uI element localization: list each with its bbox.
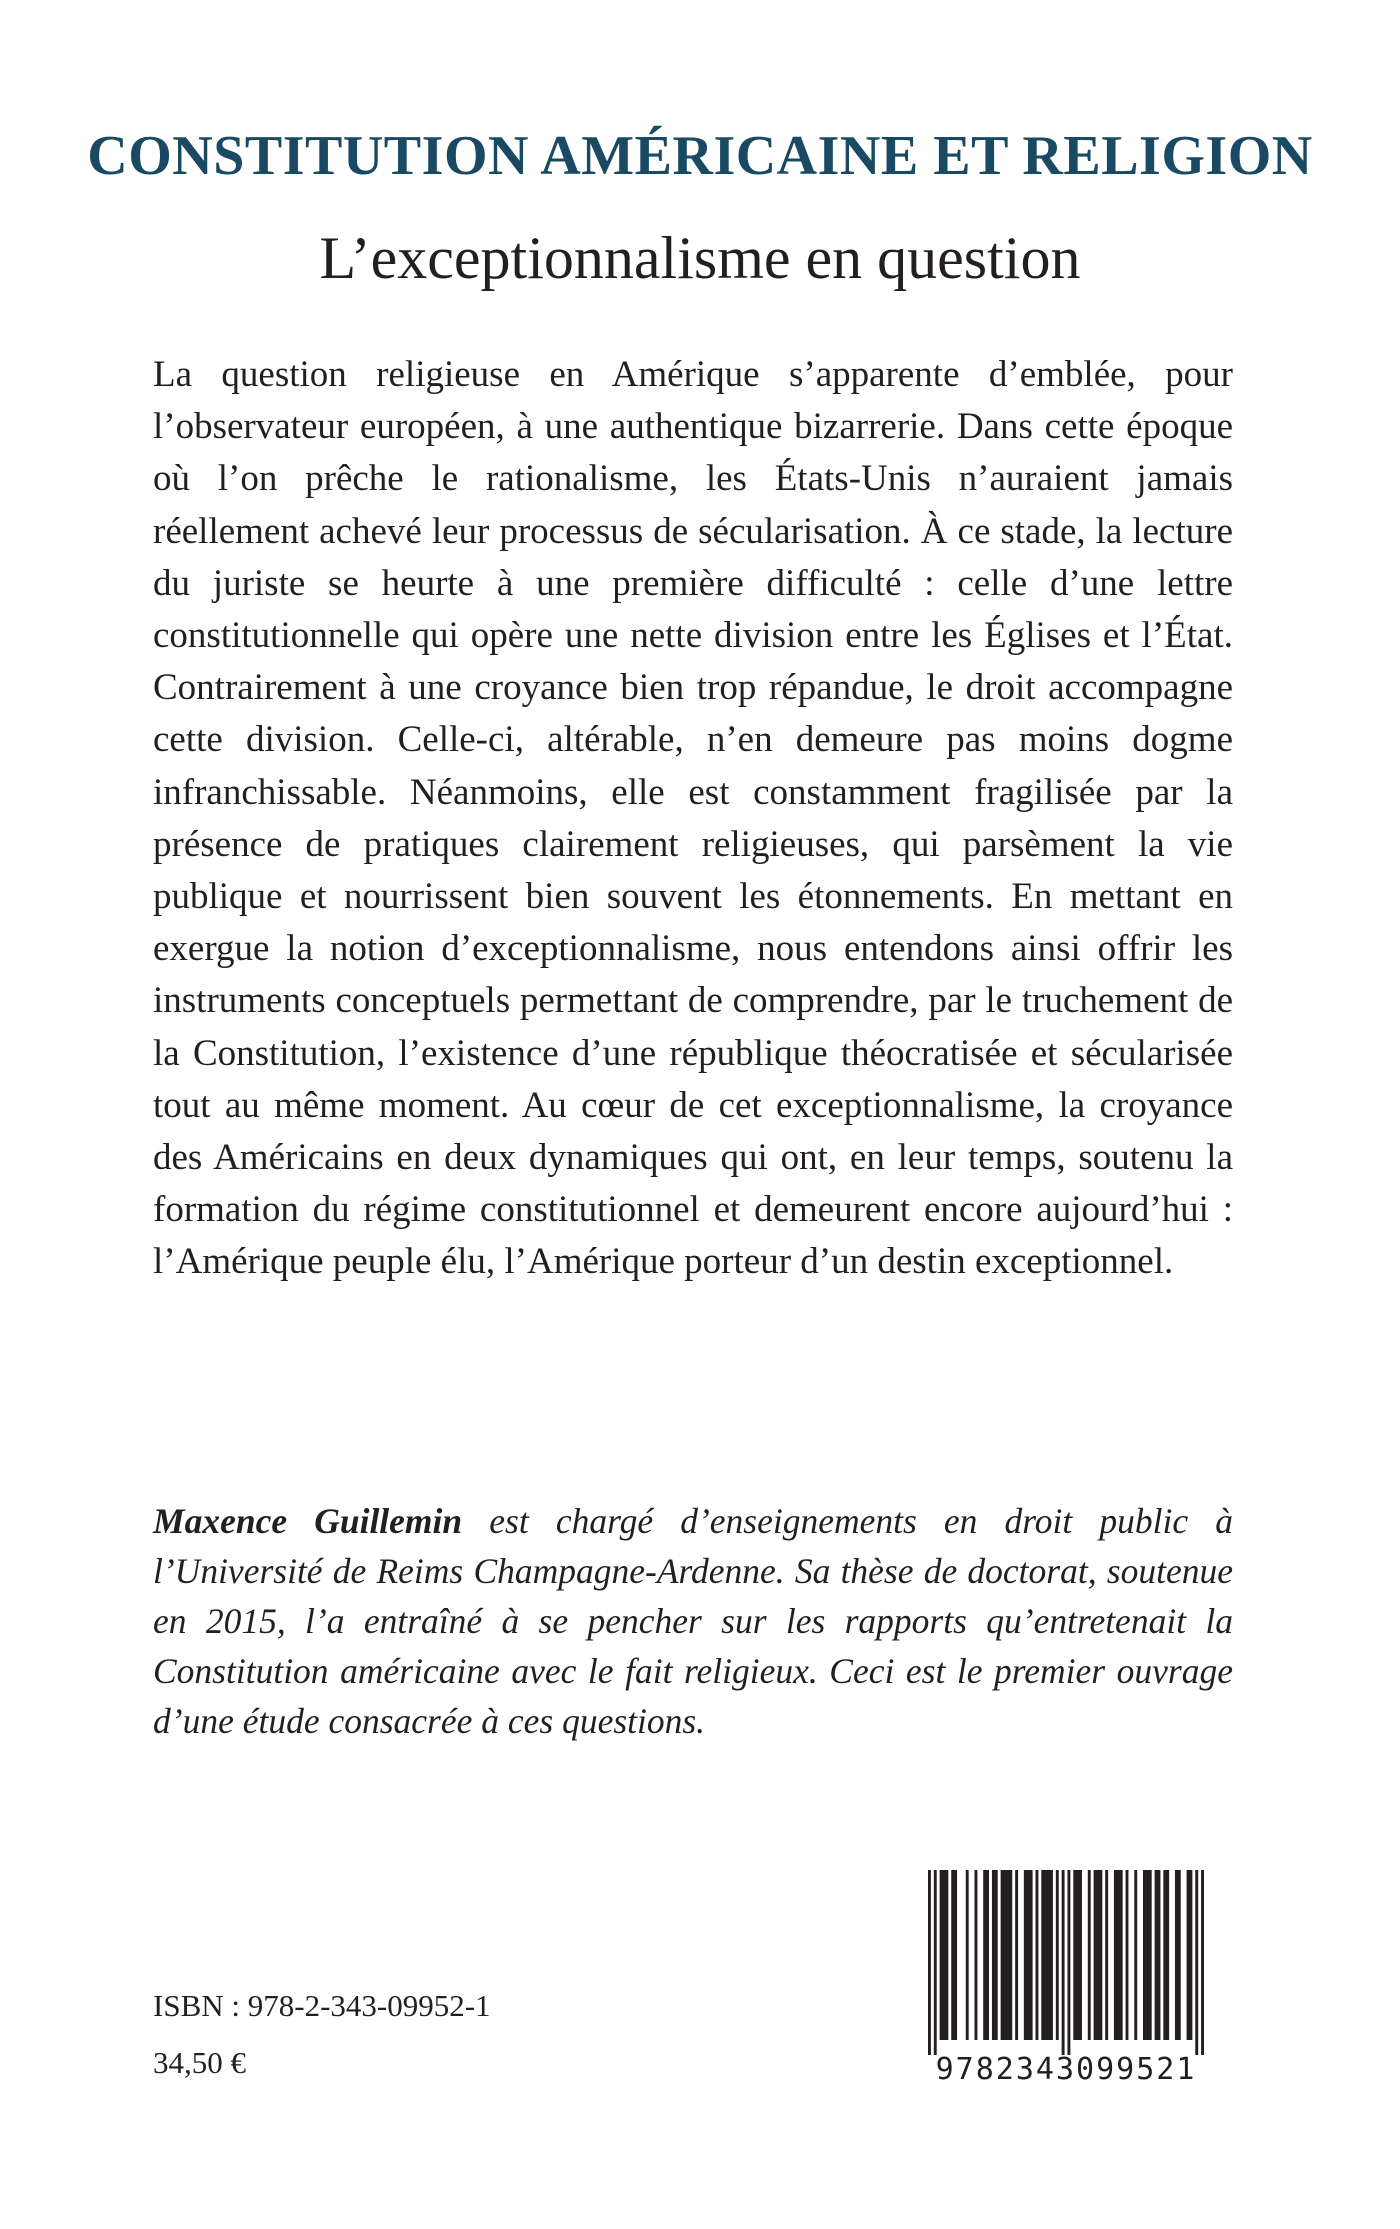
barcode-bar [1105,1870,1108,2040]
barcode-bar [1015,1870,1018,2040]
barcode-bar [1143,1870,1152,2040]
barcode-bar [966,1870,969,2040]
author-bio [153,1496,1233,1746]
book-subtitle: L’exceptionnalisme en question [319,225,1081,291]
barcode-bar [951,1870,957,2040]
barcode-bar [1073,1870,1082,2040]
barcode-bar [1114,1870,1123,2040]
book-blurb: La question religieuse en Amérique s’apparente d’emblée, pour l’observateur européen, à une authentique bizarrerie. Dans cette époque où l’on prêche le rationalisme, les États-Unis n’auraient jamais réellement achevé leur processus de sécularisation. À ce stade, la lecture du juriste se heurte à une première difficulté : celle d’une lettre constitutionnelle qui opère une nette division entre les Églises et l’État. Contrairement à une croyance bien trop répandue, le droit accompagne cette division. Celle-ci, altérable, n’en demeure pas moins dogme infranchissable. Néanmoins, elle est constamment fragilisée par la présence de pratiques clairement religieuses, qui parsèment la vie publique et nourrissent bien souvent les étonnements. En mettant en exergue la notion d’exceptionnalisme, nous entendons ainsi offrir les instruments conceptuels permettant de comprendre, par le truchement de la Constitution, l’existence d’une république théocratisée et sécularisée tout au même moment. Au cœur de cet exceptionnalisme, la croyance des Américains en deux dynamiques qui ont, en leur temps, soutenu la formation du régime constitutionnel et demeurent encore aujourd’hui : l’Amérique peuple élu, l’Amérique porteur d’un destin exceptionnel. [153,354,1233,1283]
barcode-bar [992,1870,998,2040]
book-title: CONSTITUTION AMÉRICAINE ET RELIGION [87,125,1313,187]
barcode-bar [1024,1870,1033,2040]
price: 34,50 € [153,2045,246,2080]
barcode-bar [934,1870,937,2060]
author-name: Maxence Guillemin [153,1501,463,1541]
barcode-bar [1041,1870,1053,2040]
barcode-bar [974,1870,977,2040]
barcode-bar [928,1870,931,2060]
barcode-bar [983,1870,989,2040]
barcode-bar [1056,1870,1059,2040]
barcode-bar [1201,1870,1204,2060]
barcode-bar [1187,1870,1193,2040]
barcode-digits: 9782343099521 [916,2055,1216,2085]
barcode-bar [1088,1870,1091,2040]
barcode-bar [1126,1870,1129,2040]
barcode-bar [1134,1870,1137,2040]
barcode-bar [1001,1870,1013,2040]
barcode-bar [1094,1870,1103,2040]
barcode-bar [1062,1870,1065,2060]
barcode-bar [1067,1870,1070,2060]
isbn: ISBN : 978-2-343-09952-1 [153,1988,491,2023]
barcode-bar [940,1870,949,2040]
barcode-bar [1163,1870,1169,2040]
barcode-bar [1175,1870,1181,2040]
barcode [916,1870,1216,2110]
barcode-bar [1155,1870,1161,2040]
barcode-bar [1035,1870,1038,2040]
barcode-bars [916,1870,1216,2060]
author-bio-text: est chargé d’enseignements en droit public à l’Université de Reims Champagne-Ardenne. Sa thèse de doctorat, soutenue en 2015, l’a entraîné à se pencher sur les rapports qu’entretenait la Constitution américaine avec le fait religieux. Ceci est le premier ouvrage d’une étude consacrée à ces questions. [153,1501,1233,1741]
barcode-bar [1195,1870,1198,2060]
